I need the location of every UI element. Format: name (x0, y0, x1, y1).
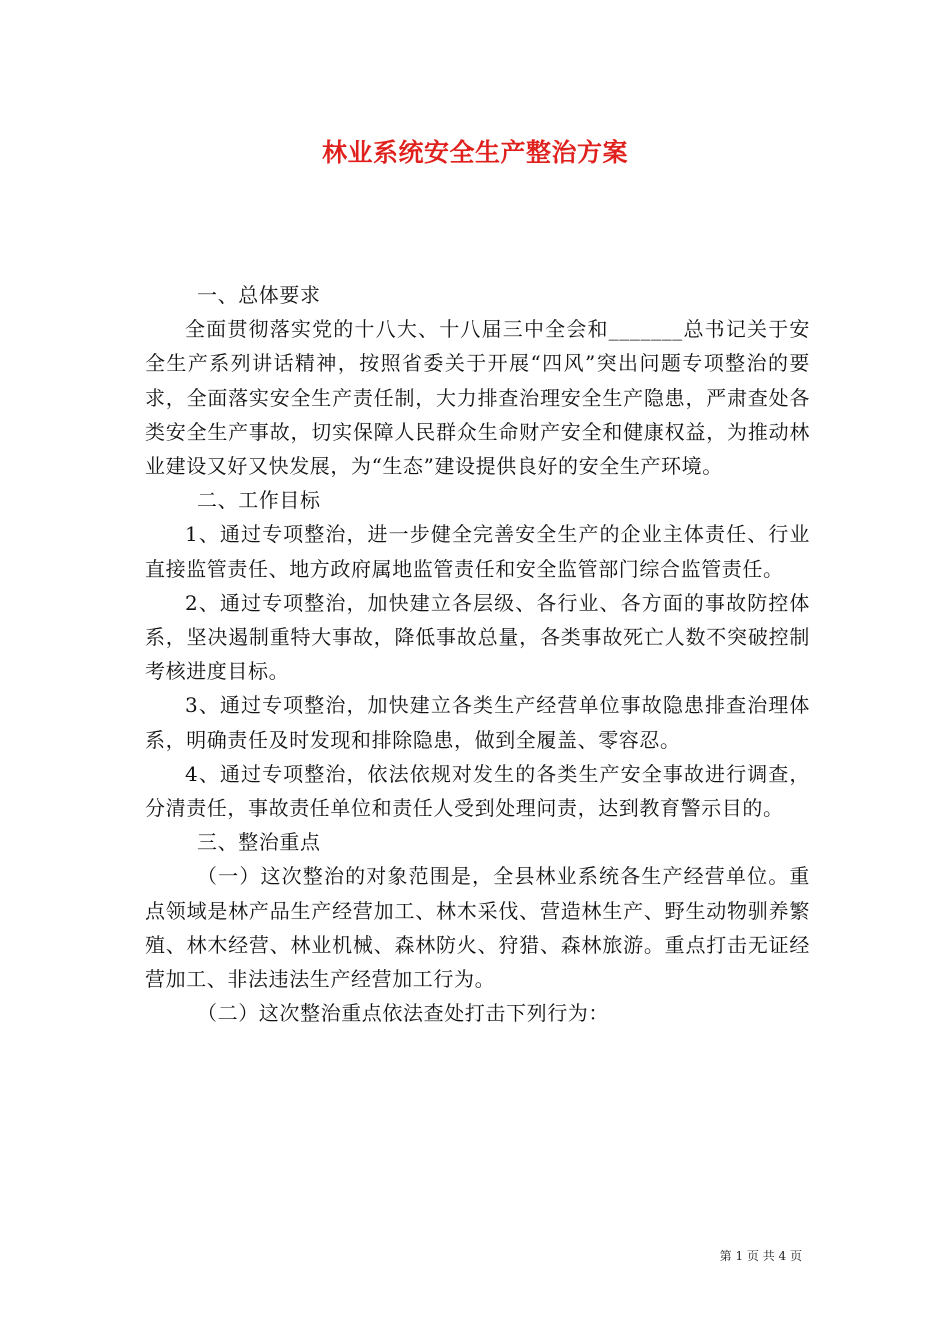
paragraph: （二）这次整治重点依法查处打击下列行为： (197, 1001, 609, 1026)
section-heading-3: 三、整治重点 (197, 830, 321, 855)
paragraph: 3、通过专项整治，加快建立各类生产经营单位事故隐患排查治理体系，明确责任及时发现和排除隐患，做到全履盖、零容忍。 (145, 693, 810, 752)
paragraph: 1、通过专项整治，进一步健全完善安全生产的企业主体责任、行业直接监管责任、地方政府属地监管责任和安全监管部门综合监管责任。 (145, 522, 810, 581)
page-number: 第 1 页 共 4 页 (719, 1249, 802, 1263)
section-heading-2: 二、工作目标 (197, 488, 321, 513)
paragraph: 全面贯彻落实党的十八大、十八届三中全会和_______总书记关于安全生产系列讲话精神，按照省委关于开展“四风”突出问题专项整治的要求，全面落实安全生产责任制，大力排查治理安全生产隐患，严肃查处各类安全生产事故，切实保障人民群众生命财产安全和健康权益，为推动林业建设又好又快发展，为“生态”建设提供良好的安全生产环境。 (145, 317, 810, 479)
document-title: 林业系统安全生产整治方案 (321, 138, 628, 167)
section-heading-1: 一、总体要求 (197, 283, 321, 307)
document-body (145, 278, 810, 1030)
paragraph: 2、通过专项整治，加快建立各层级、各行业、各方面的事故防控体系，坚决遏制重特大事故，降低事故总量，各类事故死亡人数不突破控制考核进度目标。 (145, 590, 810, 684)
paragraph: 4、通过专项整治，依法依规对发生的各类生产安全事故进行调查，分清责任，事故责任单位和责任人受到处理问责，达到教育警示目的。 (145, 761, 810, 821)
paragraph: （一）这次整治的对象范围是，全县林业系统各生产经营单位。重点领域是林产品生产经营加工、林木采伐、营造林生产、野生动物驯养繁殖、林木经营、林业机械、森林防火、狩猎、森林旅游。重点打击无证经营加工、非法违法生产经营加工行为。 (145, 864, 810, 992)
